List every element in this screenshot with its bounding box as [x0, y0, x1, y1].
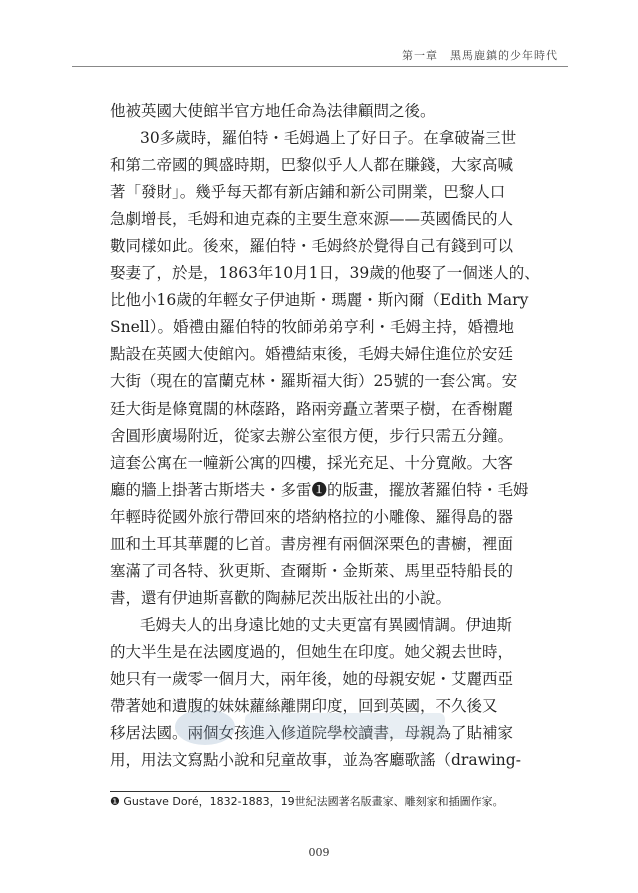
text-line: 皿和土耳其華麗的匕首。書房裡有兩個深栗色的書櫥，裡面	[110, 534, 514, 553]
text-line: 這套公寓在一幢新公寓的四樓，採光充足、十分寬敞。大客	[110, 453, 514, 472]
page-number: 009	[308, 846, 330, 859]
text-line: 舍圓形廣場附近，從家去辦公室很方便，步行只需五分鐘。	[110, 426, 514, 445]
text-line: 和第二帝國的興盛時期，巴黎似乎人人都在賺錢，大家高喊	[110, 156, 514, 175]
text-line: 廳的牆上掛著古斯塔夫・多雷❶的版畫，擺放著羅伯特・毛姆	[110, 480, 529, 499]
text-line: 急劇增長，毛姆和迪克森的主要生意來源——英國僑民的人	[110, 210, 514, 229]
body-text	[110, 98, 560, 774]
text-line: 帶著她和遺腹的妹妹蘿絲離開印度，回到英國，不久後又	[110, 697, 498, 716]
text-line: 娶妻了，於是，1863年10月1日，39歲的他娶了一個迷人的、	[110, 264, 540, 283]
text-line: 比他小16歲的年輕女子伊迪斯・瑪麗・斯內爾（Edith Mary	[110, 291, 529, 310]
footnote: ❶ Gustave Doré，1832-1883，19世紀法國著名版畫家、雕刻家和插圖作家。	[110, 795, 504, 808]
text-line: 毛姆夫人的出身遠比她的丈夫更富有異國情調。伊迪斯	[140, 615, 513, 634]
text-line: 30多歲時，羅伯特・毛姆過上了好日子。在拿破崙三世	[140, 129, 517, 148]
text-line: 著「發財」。幾乎每天都有新店鋪和新公司開業，巴黎人口	[110, 183, 506, 202]
text-line: 數同樣如此。後來，羅伯特・毛姆終於覺得自己有錢到可以	[110, 237, 514, 256]
text-line: 廷大街是條寬闊的林蔭路，路兩旁矗立著栗子樹，在香榭麗	[110, 399, 514, 418]
text-line: 他被英國大使館半官方地任命為法律顧問之後。	[110, 102, 436, 120]
text-line: 年輕時從國外旅行帶回來的塔納格拉的小雕像、羅得島的器	[110, 507, 514, 526]
text-line: 書，還有伊迪斯喜歡的陶赫尼茨出版社出的小說。	[110, 588, 452, 607]
text-line: 大街（現在的富蘭克林・羅斯福大街）25號的一套公寓。安	[110, 372, 518, 391]
text-line: 塞滿了司各特、狄更斯、查爾斯・金斯萊、馬里亞特船長的	[110, 561, 514, 580]
footnote-rule	[110, 791, 290, 792]
text-line: 移居法國。兩個女孩進入修道院學校讀書，母親為了貼補家	[110, 724, 514, 743]
text-line: 用，用法文寫點小說和兒童故事，並為客廳歌謠（drawing-	[110, 751, 521, 770]
text-line: 的大半生是在法國度過的，但她生在印度。她父親去世時，	[110, 642, 514, 661]
text-line: 她只有一歲零一個月大，兩年後，她的母親安妮・艾麗西亞	[110, 669, 514, 688]
running-head: 第一章 黑馬鹿鎮的少年時代	[402, 49, 558, 62]
text-line: 點設在英國大使館內。婚禮結束後，毛姆夫婦住進位於安廷	[110, 345, 514, 364]
header-rule	[72, 66, 568, 67]
text-line: Snell）。婚禮由羅伯特的牧師弟弟亨利・毛姆主持，婚禮地	[110, 318, 514, 337]
